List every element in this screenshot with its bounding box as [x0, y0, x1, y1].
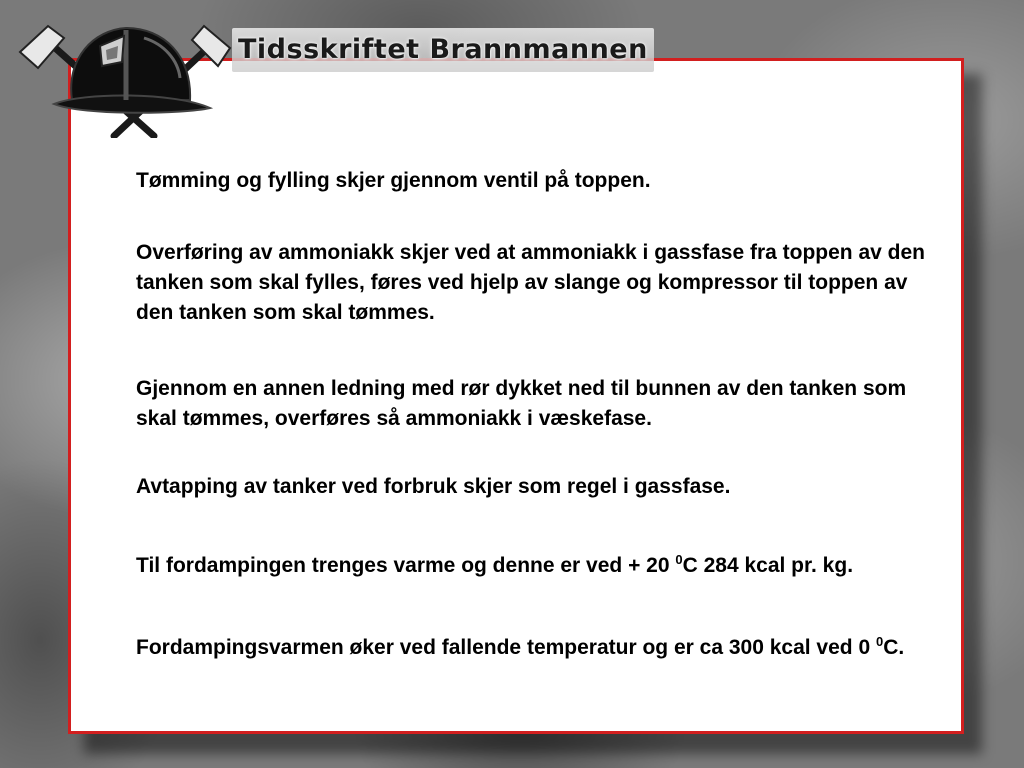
- degree-superscript: 0: [675, 552, 683, 567]
- paragraph-emptying-filling: Tømming og fylling skjer gjennom ventil på toppen.: [136, 169, 651, 192]
- paragraph-evaporation-heat: [136, 551, 853, 581]
- text-segment: C.: [883, 636, 905, 659]
- firefighter-helmet-axes-icon: [14, 8, 236, 138]
- header-title: Tidsskriftet Brannmannen: [232, 28, 654, 72]
- paragraph-transfer-gas-phase: Overføring av ammoniakk skjer ved at ammoniakk i gassfase fra toppen av den tanken som skal fylles, føres ved hjelp av slange og kompressor til toppen av den tanken som skal tømmes.: [136, 241, 925, 324]
- paragraph-tapping: Avtapping av tanker ved forbruk skjer som regel i gassfase.: [136, 475, 731, 498]
- text-segment: Fordampingsvarmen øker ved fallende temperatur og er ca 300 kcal ved 0: [136, 636, 876, 659]
- paragraph-evaporation-increase: [136, 633, 904, 663]
- text-segment: Til fordampingen trenges varme og denne er ved + 20: [136, 554, 676, 577]
- paragraph-transfer-liquid-phase: Gjennom en annen ledning med rør dykket ned til bunnen av den tanken som skal tømmes, overføres så ammoniakk i væskefase.: [136, 377, 907, 430]
- degree-superscript: 0: [875, 634, 884, 649]
- text-segment: C 284 kcal pr. kg.: [682, 554, 854, 577]
